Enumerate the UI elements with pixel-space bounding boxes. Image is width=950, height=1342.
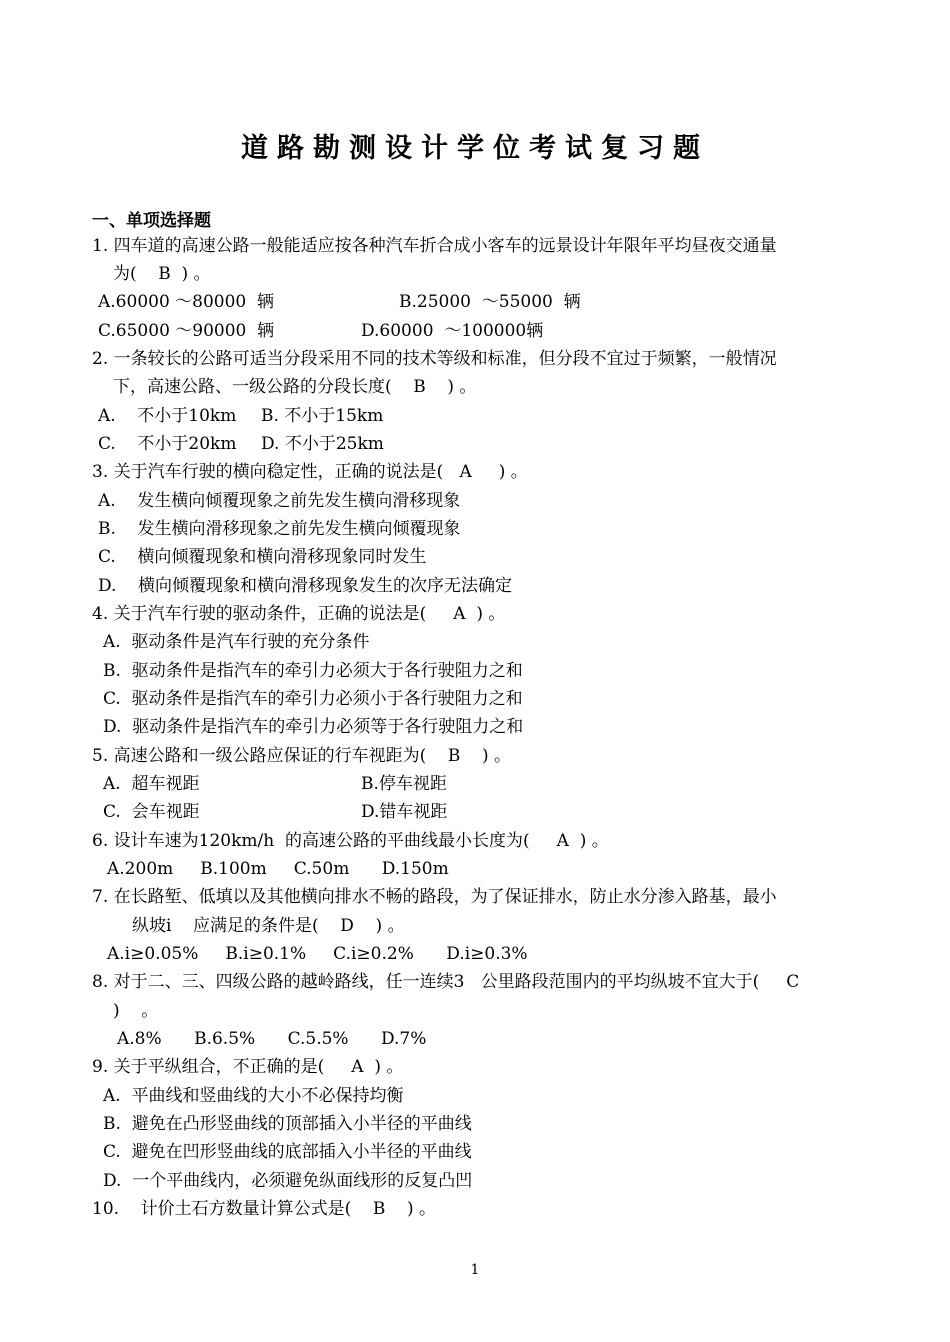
question-9-stem: 9. 关于平纵组合，不正确的是( A ) 。 [92,1057,404,1077]
question-3-option-b: B. 发生横向滑移现象之前先发生横向倾覆现象 [98,519,461,539]
question-5-option-b: B.停车视距 [361,774,447,794]
question-2-option-c: C. 不小于20km [98,434,237,454]
question-7-line-1: 7. 在长路堑、低填以及其他横向排水不畅的路段，为了保证排水，防止水分渗入路基，最小 [92,887,777,907]
question-9-option-c: C. 避免在凹形竖曲线的底部插入小半径的平曲线 [103,1142,472,1162]
question-5-stem: 5. 高速公路和一级公路应保证的行车视距为( B ) 。 [92,746,512,766]
question-4-option-d: D. 驱动条件是指汽车的牵引力必须等于各行驶阻力之和 [103,717,524,737]
question-1-option-b: B.25000 ～55000 辆 [399,292,581,312]
question-9-option-a: A. 平曲线和竖曲线的大小不必保持均衡 [103,1086,404,1106]
question-1-option-d: D.60000 ～100000辆 [361,321,544,341]
question-9-option-d: D. 一个平曲线内，必须避免纵面线形的反复凸凹 [103,1171,473,1191]
question-6-options: A.200m B.100m C.50m D.150m [107,859,449,879]
question-4-option-a: A. 驱动条件是汽车行驶的充分条件 [103,632,370,652]
document-title: 道路勘测设计学位考试复习题 [241,133,709,164]
question-5-option-a: A. 超车视距 [103,774,200,794]
question-1-option-c: C.65000 ～90000 辆 [98,321,275,341]
question-8-options: A.8% B.6.5% C.5.5% D.7% [117,1029,427,1049]
question-3-stem: 3. 关于汽车行驶的横向稳定性，正确的说法是( A ) 。 [92,462,528,482]
question-2-option-a: A. 不小于10km [98,406,237,426]
question-6-stem: 6. 设计车速为120km/h 的高速公路的平曲线最小长度为( A ) 。 [92,831,609,851]
question-1-line-1: 1. 四车道的高速公路一般能适应按各种汽车折合成小客车的远景设计年限年平均昼夜交通量 [92,236,777,256]
question-2-line-2: 下，高速公路、一级公路的分段长度( B ) 。 [113,377,477,397]
question-5-option-d: D.错车视距 [361,802,448,822]
question-2-line-1: 2. 一条较长的公路可适当分段采用不同的技术等级和标准，但分段不宜过于频繁，一般情况 [92,349,777,369]
question-3-option-c: C. 横向倾覆现象和横向滑移现象同时发生 [98,547,427,567]
question-8-line-1: 8. 对于二、三、四级公路的越岭路线，任一连续3 公里路段范围内的平均纵坡不宜大于( C [92,972,800,992]
question-8-line-2: ) 。 [113,1001,159,1021]
question-2-option-d: D. 不小于25km [261,434,384,454]
question-3-option-a: A. 发生横向倾覆现象之前先发生横向滑移现象 [98,491,461,511]
question-4-option-b: B. 驱动条件是指汽车的牵引力必须大于各行驶阻力之和 [103,661,523,681]
question-1-option-a: A.60000 ～80000 辆 [98,292,275,312]
question-10-stem: 10. 计价土石方数量计算公式是( B ) 。 [92,1199,437,1219]
section-heading: 一、单项选择题 [92,211,211,231]
question-5-option-c: C. 会车视距 [103,802,200,822]
question-7-line-2: 纵坡i 应满足的条件是( D ) 。 [132,916,405,936]
page-number: 1 [470,1262,480,1278]
question-9-option-b: B. 避免在凸形竖曲线的顶部插入小半径的平曲线 [103,1114,472,1134]
question-3-option-d: D. 横向倾覆现象和横向滑移现象发生的次序无法确定 [98,576,513,596]
question-7-options: A.i≥0.05% B.i≥0.1% C.i≥0.2% D.i≥0.3% [107,944,528,964]
question-4-stem: 4. 关于汽车行驶的驱动条件，正确的说法是( A ) 。 [92,604,506,624]
question-2-option-b: B. 不小于15km [261,406,384,426]
question-4-option-c: C. 驱动条件是指汽车的牵引力必须小于各行驶阻力之和 [103,689,523,709]
question-1-line-2: 为( B ) 。 [113,264,211,284]
